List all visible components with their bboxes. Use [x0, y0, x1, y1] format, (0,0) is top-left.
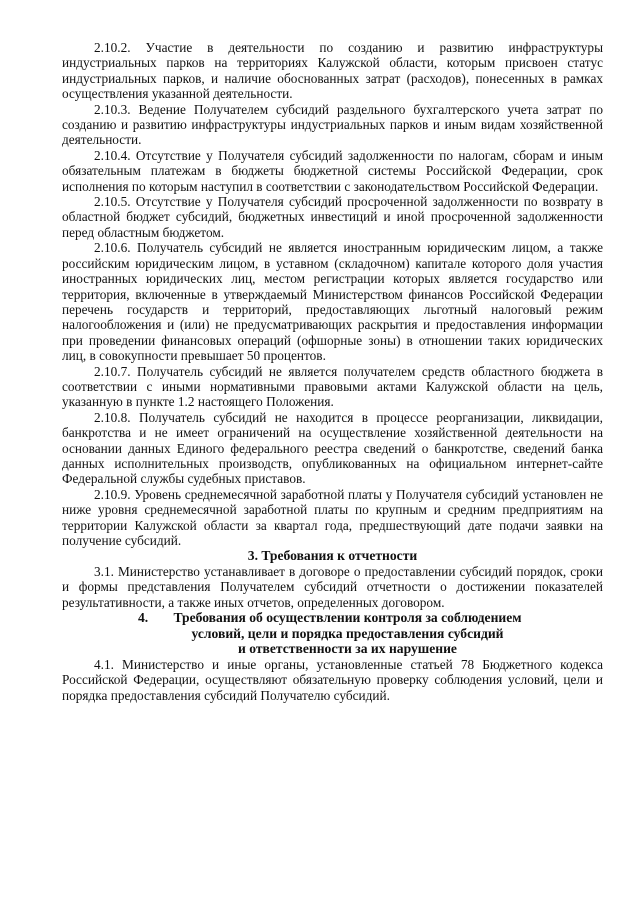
paragraph-2-10-3: 2.10.3. Ведение Получателем субсидий раздельного бухгалтерского учета затрат по созданию и развитию инфраструктуры индустриальных парков и иным видам хозяйственной деятельности. [62, 101, 603, 148]
section-4-title-line-1: Требования об осуществлении контроля за соблюдением [173, 610, 522, 626]
paragraph-2-10-9: 2.10.9. Уровень среднемесячной заработной платы у Получателя субсидий установлен не ниже уровня среднемесячной заработной платы по крупным и средним предприятиям на территории Калужской области за квартал года, предшествующий дате подачи заявки на получение субсидий. [62, 486, 603, 548]
paragraph-2-10-7: 2.10.7. Получатель субсидий не является получателем средств областного бюджета в соответствии с иными нормативными правовыми актами Калужской области на цель, указанную в пункте 1.2 настоящего Положения. [62, 363, 603, 410]
section-4-title-line-3: и ответственности за их нарушение [238, 641, 457, 657]
section-3-heading: 3. Требования к отчетности [247, 548, 418, 564]
section-4-title-line-2: условий, цели и порядка предоставления субсидий [191, 625, 504, 641]
section-4-heading [62, 610, 603, 657]
paragraph-3-1: 3.1. Министерство устанавливает в договоре о предоставлении субсидий порядок, сроки и формы представления Получателем субсидий отчетности о достижении показателей результативности, а также иных отчетов, определенных договором. [62, 564, 603, 610]
paragraph-2-10-6: 2.10.6. Получатель субсидий не является иностранным юридическим лицом, а также российским юридическим лицом, в уставном (складочном) капитале которого доля участия иностранных юридических лиц, местом регистрации которых является государство или территория, включенные в утверждаемый Министерством финансов Российской Федерации перечень государств и территорий, предоставляющих льготный налоговый режим налогообложения и (или) не предусматривающих раскрытия и предоставления информации при проведении финансовых операций (офшорные зоны) в отношении таких юридических лиц, в совокупности превышает 50 процентов. [62, 240, 603, 364]
document-page [62, 40, 603, 703]
paragraph-4-1: 4.1. Министерство и иные органы, установленные статьей 78 Бюджетного кодекса Российской Федерации, осуществляют обязательную проверку соблюдения условий, цели и порядка предоставления субсидий Получателю субсидий. [62, 657, 603, 703]
paragraph-2-10-8: 2.10.8. Получатель субсидий не находится в процессе реорганизации, ликвидации, банкротства и не имеет ограничений на осуществление хозяйственной деятельности на основании данных Единого федерального реестра сведений о банкротстве, сведений банка данных исполнительных производств, опубликованных на официальном интернет-сайте Федеральной службы судебных приставов. [62, 409, 603, 487]
paragraph-2-10-2: 2.10.2. Участие в деятельности по созданию и развитию инфраструктуры индустриальных парков на территориях Калужской области, которым присвоен статус индустриальных парков, и наличие обоснованных затрат (расходов), понесенных в рамках осуществления указанной деятельности. [62, 40, 603, 102]
paragraph-2-10-4: 2.10.4. Отсутствие у Получателя субсидий задолженности по налогам, сборам и иным обязательным платежам в бюджеты бюджетной системы Российской Федерации, срок исполнения по которым наступил в соответствии с законодательством Российской Федерации. [62, 147, 603, 194]
section-4-number: 4. [138, 610, 149, 626]
paragraph-2-10-5: 2.10.5. Отсутствие у Получателя субсидий просроченной задолженности по возврату в областной бюджет субсидий, бюджетных инвестиций и иной просроченной задолженности перед областным бюджетом. [62, 194, 603, 240]
